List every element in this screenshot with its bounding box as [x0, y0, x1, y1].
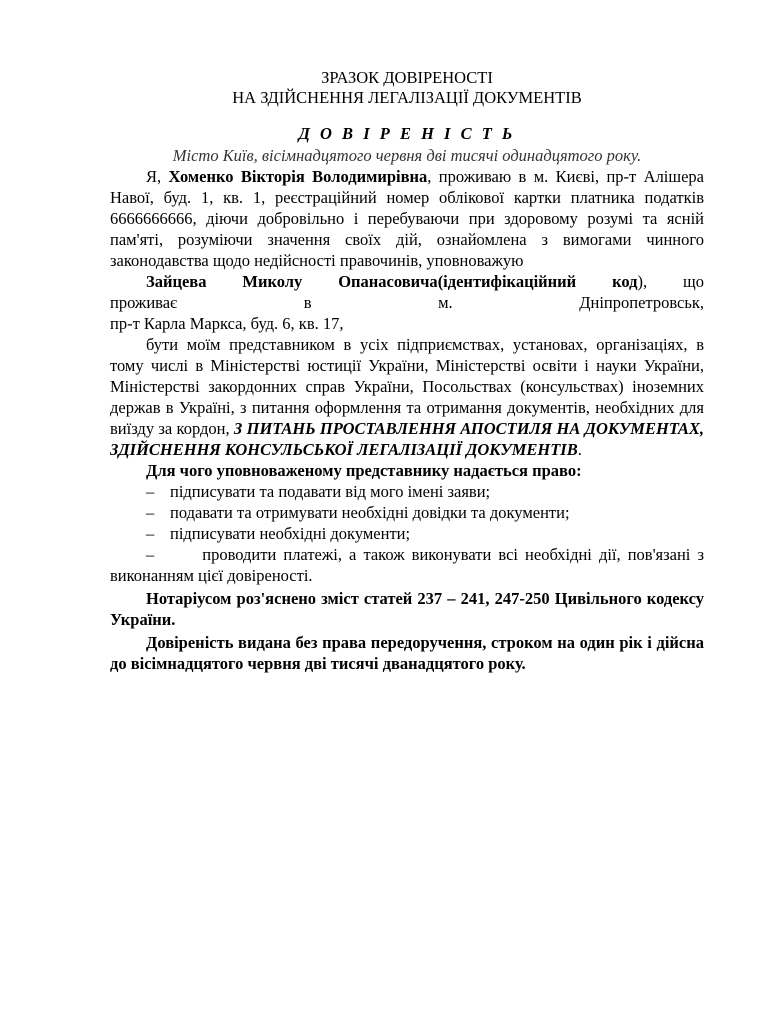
- authority-end: .: [577, 440, 582, 459]
- dash-bullet: –: [146, 545, 155, 564]
- principal-name: Хоменко Вікторія Володимирівна: [168, 167, 428, 186]
- rights-item: [110, 523, 704, 544]
- authority-text: бути моїм представником в усіх підприємствах, установах, організаціях, в тому числі в Міністерстві юстиції України, Міністерстві освіти і науки України, Міністерстві закордонних справ України, Посольствах (консульствах) іноземних держав в Україні, з питання оформлення та отримання документів, необхідних для виїзду за кордон,: [110, 335, 704, 438]
- representative-line1: [110, 271, 704, 292]
- representative-name: Зайцева Миколу Опанасовича: [146, 272, 438, 291]
- representative-line2: проживає в м. Дніпропетровськ,: [110, 293, 704, 312]
- validity-paragraph: Довіреність видана без права передоручення, строком на один рік і дійсна до вісімнадцятого червня дві тисячі дванадцятого року.: [110, 633, 704, 673]
- document-title-line1: ЗРАЗОК ДОВІРЕНОСТІ: [321, 68, 493, 87]
- principal-paragraph: [110, 166, 704, 271]
- rights-item-text: проводити платежі, а також виконувати всі необхідні дії, пов'язані з виконанням цієї довіреності.: [110, 545, 704, 585]
- document-title-line2: НА ЗДІЙСНЕННЯ ЛЕГАЛІЗАЦІЇ ДОКУМЕНТІВ: [232, 88, 582, 107]
- place-date: Місто Київ, вісімнадцятого червня дві тисячі одинадцятого року.: [172, 146, 642, 165]
- principal-text: , проживаю в м. Києві, пр-т Алішера Навої, буд. 1, кв. 1, реєстраційний номер облікової картки платника податків 6666666666, діючи добровільно і перебуваючи при здоровому розумі та ясній пам'яті, розуміючи значення своїх дій, ознайомлена з вимогами чинного законодавства щодо недійсності правочинів, уповноважую: [110, 167, 704, 270]
- principal-prefix: Я,: [146, 167, 169, 186]
- rights-item-last: [110, 544, 704, 586]
- representative-id-label: (ідентифікаційний код: [437, 272, 638, 291]
- rights-item-text: підписувати та подавати від мого імені заяви;: [170, 482, 491, 501]
- authority-paragraph: [110, 334, 704, 460]
- representative-id-close: ), що: [637, 272, 705, 291]
- rights-item-text: підписувати необхідні документи;: [170, 524, 411, 543]
- rights-item: [110, 481, 704, 502]
- rights-item: [110, 502, 704, 523]
- rights-heading: Для чого уповноваженому представнику надається право:: [146, 461, 582, 480]
- notary-paragraph: Нотаріусом роз'яснено зміст статей 237 – 241, 247-250 Цивільного кодексу України.: [110, 589, 704, 629]
- document-heading: Д О В І Р Е Н І С Т Ь: [298, 124, 516, 143]
- representative-line3: пр-т Карла Маркса, буд. 6, кв. 17,: [110, 314, 344, 333]
- rights-item-text: подавати та отримувати необхідні довідки та документи;: [170, 503, 570, 522]
- document-page: [110, 68, 704, 674]
- dash-bullet: –: [146, 482, 155, 501]
- dash-bullet: –: [146, 524, 155, 543]
- authority-emphasis: З ПИТАНЬ ПРОСТАВЛЕННЯ АПОСТИЛЯ НА ДОКУМЕНТАХ, ЗДІЙСНЕННЯ КОНСУЛЬСЬКОЇ ЛЕГАЛІЗАЦІЇ ДОКУМЕНТІВ: [110, 419, 704, 459]
- dash-bullet: –: [146, 503, 155, 522]
